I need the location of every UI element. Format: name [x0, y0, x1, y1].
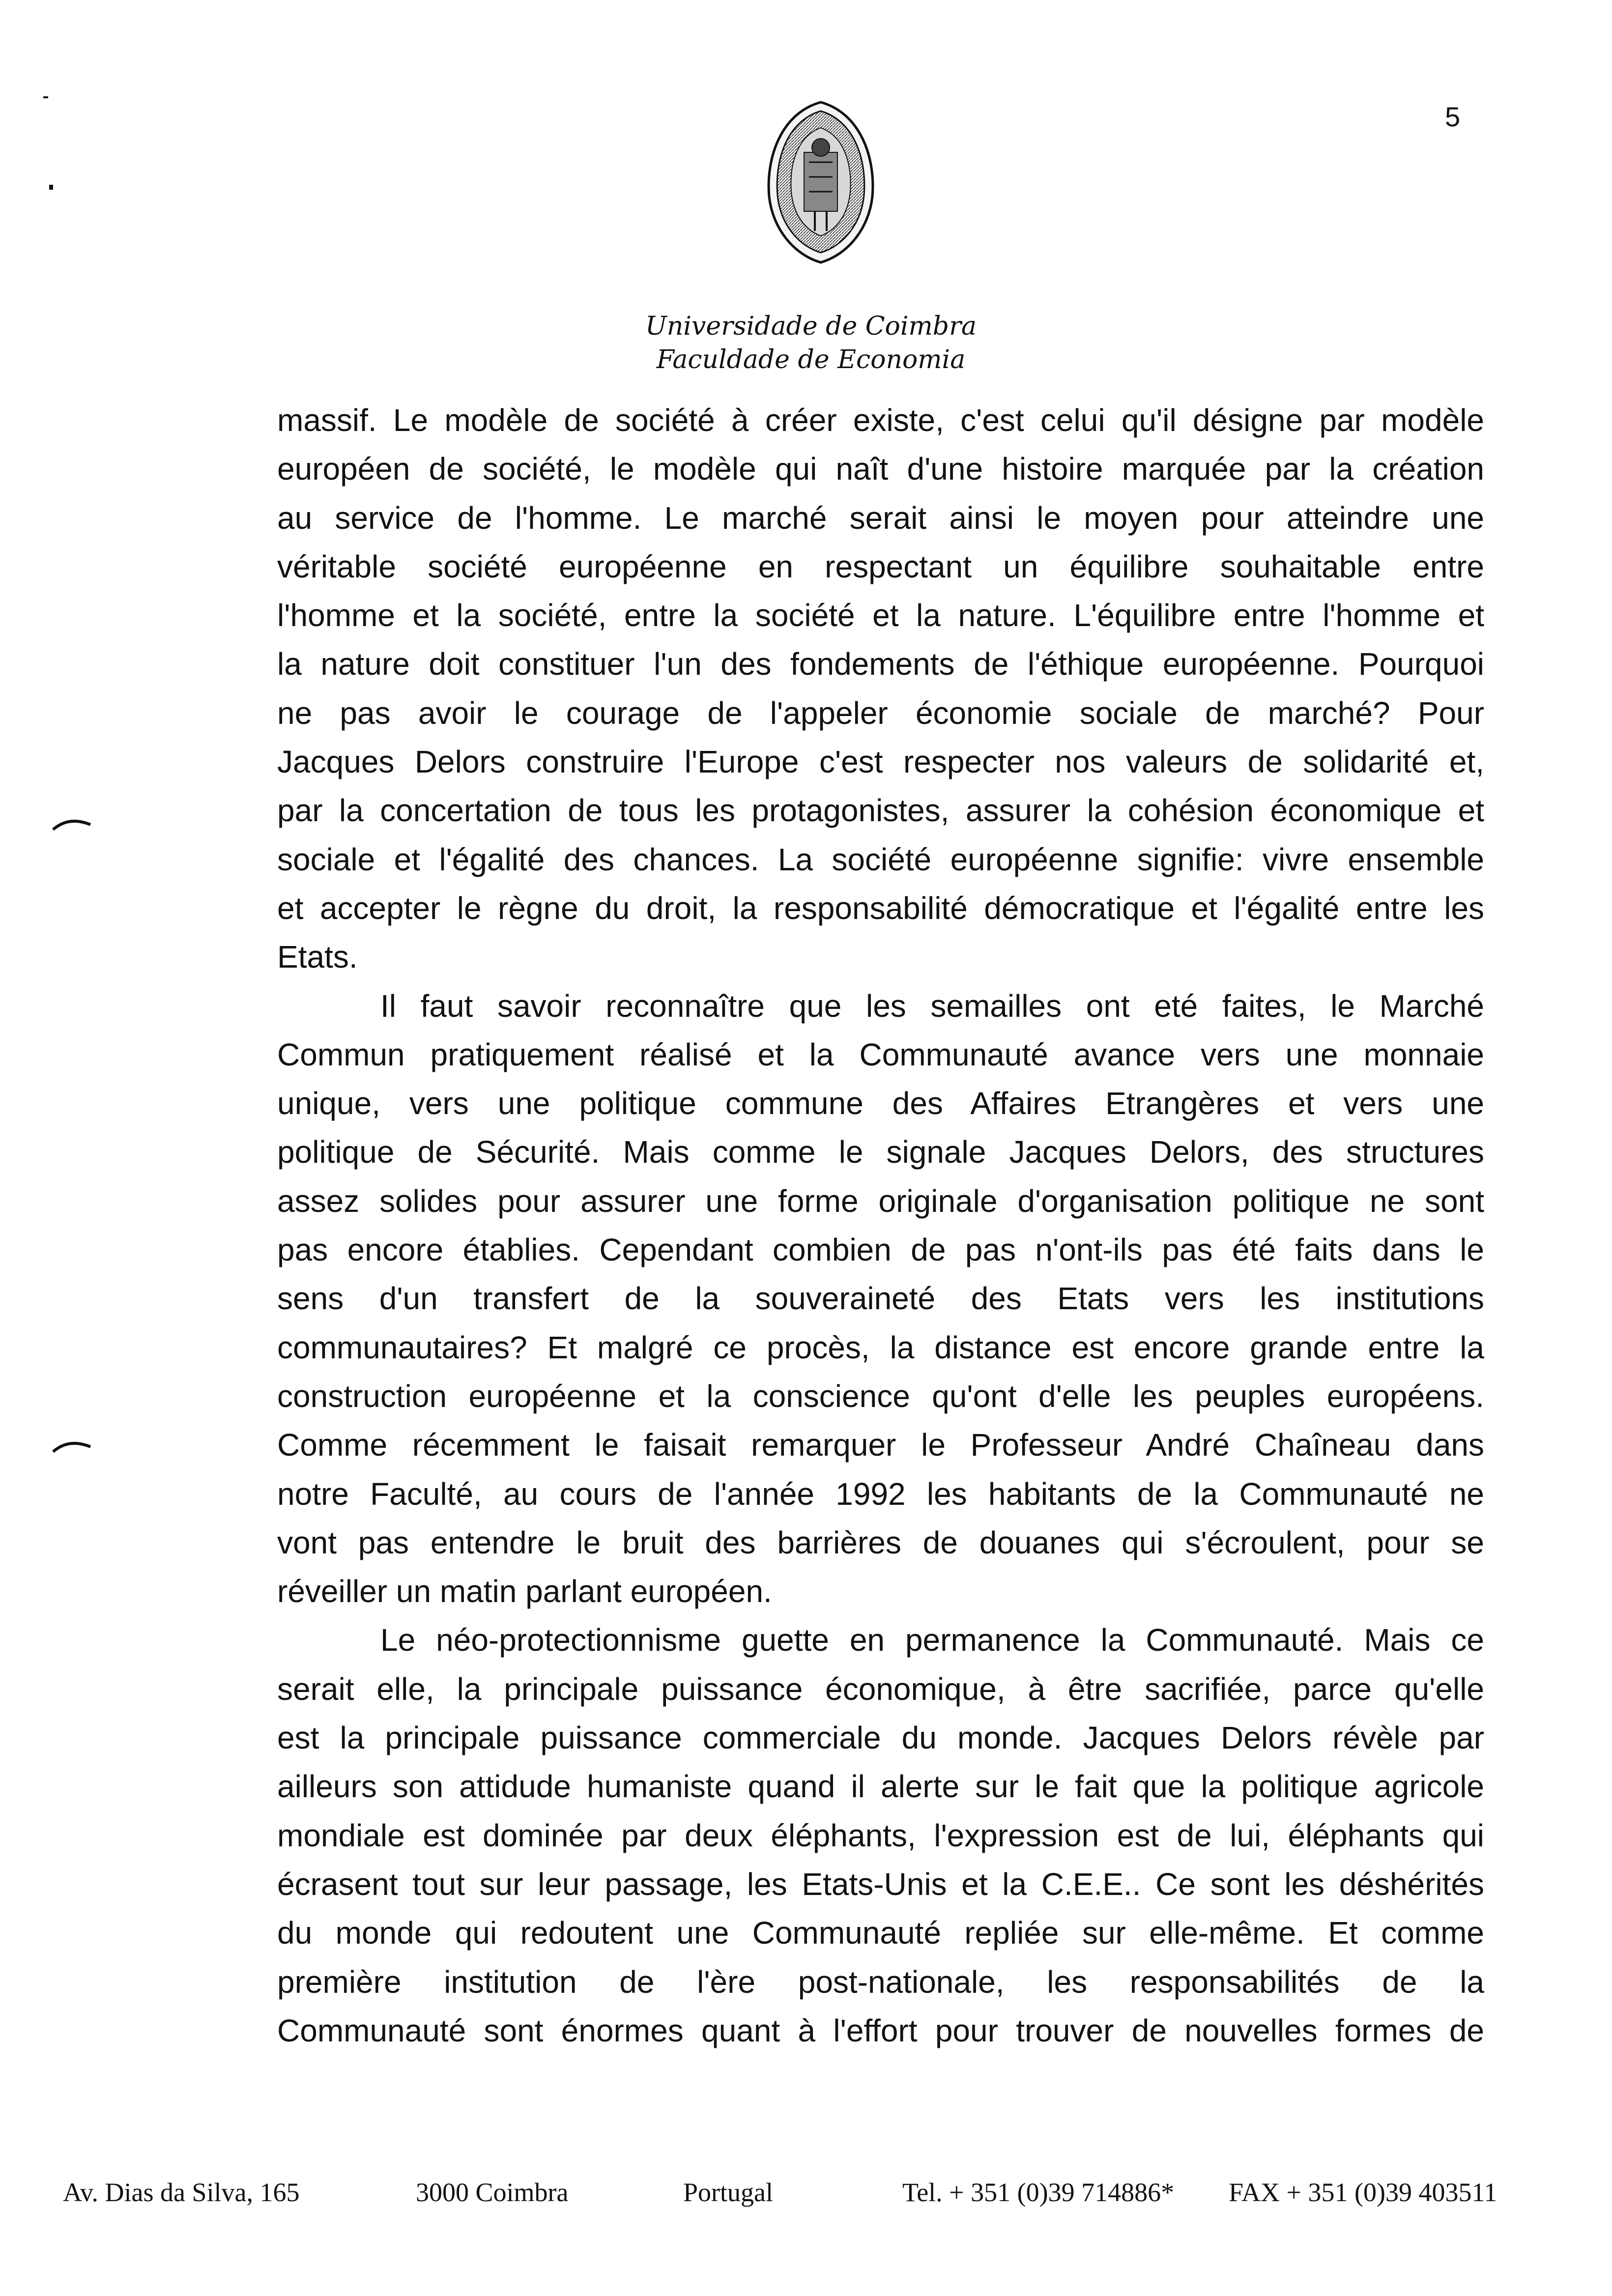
text-line: réveiller un matin parlant européen. — [277, 1574, 772, 1609]
text-line: par la concertation de tous les protagonistes, assurer la cohésion économique et — [277, 793, 1484, 829]
body-text — [277, 396, 1484, 2055]
letterhead — [590, 310, 1032, 376]
text-line: au service de l'homme. Le marché serait ainsi le moyen pour atteindre une — [277, 500, 1484, 536]
text-line: est la principale puissance commerciale du monde. Jacques Delors révèle par — [277, 1720, 1484, 1756]
text-line: Comme récemment le faisait remarquer le Professeur André Chaîneau dans — [277, 1427, 1484, 1463]
text-line: sociale et l'égalité des chances. La société européenne signifie: vivre ensemble — [277, 841, 1484, 877]
text-line: communautaires? Et malgré ce procès, la distance est encore grande entre la — [277, 1329, 1484, 1365]
paragraph — [277, 982, 1484, 1616]
text-line: serait elle, la principale puissance économique, à être sacrifiée, parce qu'elle — [277, 1671, 1484, 1707]
scan-mark — [49, 185, 53, 190]
text-line: construction européenne et la conscience qu'ont d'elle les peuples européens. — [277, 1378, 1484, 1414]
university-seal-logo — [762, 98, 880, 265]
paragraph — [277, 1616, 1484, 2055]
text-line: l'homme et la société, entre la société et la nature. L'équilibre entre l'homme et — [277, 598, 1484, 633]
footer-telephone: Tel. + 351 (0)39 714886* — [902, 2178, 1175, 2207]
text-line: unique, vers une politique commune des Affaires Etrangères et vers une — [277, 1086, 1484, 1121]
text-line: Jacques Delors construire l'Europe c'est respecter nos valeurs de solidarité et, — [277, 744, 1484, 780]
text-line: sens d'un transfert de la souveraineté des Etats vers les institutions — [277, 1281, 1484, 1317]
text-line: Le néo-protectionnisme guette en permanence la Communauté. Mais ce — [380, 1622, 1484, 1658]
paragraph — [277, 396, 1484, 982]
page-number: 5 — [1445, 101, 1461, 132]
text-line: du monde qui redoutent une Communauté repliée sur elle-même. Et comme — [277, 1915, 1484, 1951]
text-line: et accepter le règne du droit, la responsabilité démocratique et l'égalité entre les — [277, 890, 1484, 926]
text-line: Commun pratiquement réalisé et la Communauté avance vers une monnaie — [277, 1036, 1484, 1072]
text-line: politique de Sécurité. Mais comme le signale Jacques Delors, des structures — [277, 1134, 1484, 1170]
text-line: européen de société, le modèle qui naît d'une histoire marquée par la création — [277, 451, 1484, 487]
text-line: ailleurs son attidude humaniste quand il alerte sur le fait que la politique agricole — [277, 1769, 1484, 1805]
text-line: Il faut savoir reconnaître que les semailles ont eté faites, le Marché — [380, 988, 1484, 1024]
text-line: véritable société européenne en respectant un équilibre souhaitable entre — [277, 548, 1484, 584]
hole-punch-mark — [49, 813, 93, 832]
text-line: la nature doit constituer l'un des fondements de l'éthique européenne. Pourquoi — [277, 646, 1484, 682]
footer — [0, 2177, 1612, 2216]
text-line: Communauté sont énormes quant à l'effort pour trouver de nouvelles formes de — [277, 2012, 1484, 2048]
text-line: pas encore établies. Cependant combien de pas n'ont-ils pas été faits dans le — [277, 1232, 1484, 1268]
footer-fax: FAX + 351 (0)39 403511 — [1229, 2178, 1497, 2207]
text-line: écrasent tout sur leur passage, les Etats-Unis et la C.E.E.. Ce sont les déshérités — [277, 1866, 1484, 1902]
text-line: Etats. — [277, 939, 358, 975]
text-line: vont pas entendre le bruit des barrières de douanes qui s'écroulent, pour se — [277, 1524, 1484, 1560]
footer-address: Av. Dias da Silva, 165 — [63, 2178, 300, 2207]
text-line: assez solides pour assurer une forme originale d'organisation politique ne sont — [277, 1183, 1484, 1219]
scan-mark — [43, 96, 48, 98]
text-line: massif. Le modèle de société à créer existe, c'est celui qu'il désigne par modèle — [277, 402, 1484, 438]
footer-postal-code: 3000 Coimbra — [416, 2178, 569, 2207]
faculty-name: Faculdade de Economia — [656, 345, 966, 374]
text-line: mondiale est dominée par deux éléphants, l'expression est de lui, éléphants qui — [277, 1817, 1484, 1853]
text-line: notre Faculté, au cours de l'année 1992 les habitants de la Communauté ne — [277, 1476, 1484, 1512]
text-line: première institution de l'ère post-nationale, les responsabilités de la — [277, 1964, 1484, 2000]
hole-punch-mark — [49, 1435, 93, 1455]
university-name: Universidade de Coimbra — [645, 312, 977, 341]
footer-country: Portugal — [683, 2178, 773, 2207]
text-line: ne pas avoir le courage de l'appeler économie sociale de marché? Pour — [277, 695, 1484, 731]
